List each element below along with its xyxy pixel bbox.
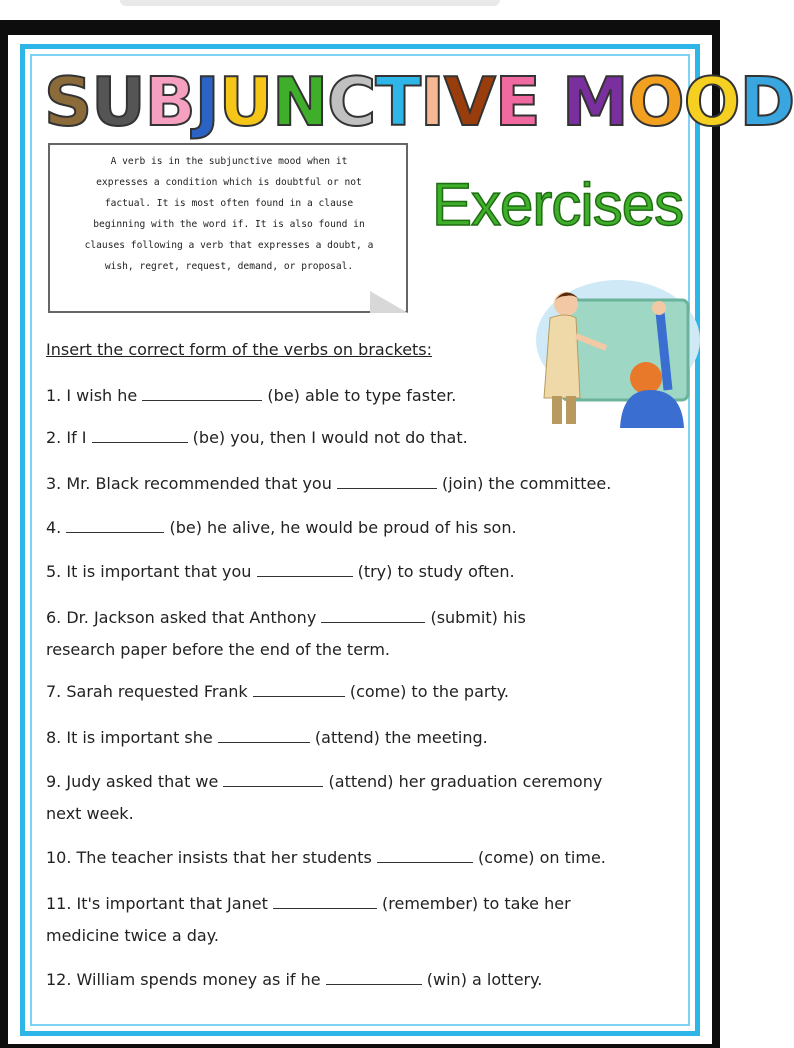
question-item	[46, 676, 694, 708]
question-item	[46, 602, 694, 666]
answer-blank[interactable]	[257, 560, 353, 577]
question-line	[46, 602, 694, 634]
title-letter: J	[194, 63, 219, 141]
answer-blank[interactable]	[218, 726, 310, 743]
question-text-after: (win) a lottery.	[421, 970, 543, 989]
question-line	[46, 556, 694, 588]
question-text-before: 12. William spends money as if he	[46, 970, 326, 989]
question-item	[46, 766, 694, 830]
answer-blank[interactable]	[326, 968, 422, 985]
definition-line: expresses a condition which is doubtful or not	[96, 177, 362, 188]
question-line	[46, 676, 694, 708]
answer-blank[interactable]	[253, 680, 345, 697]
question-continuation: research paper before the end of the term.	[46, 640, 391, 659]
top-pill	[120, 0, 500, 6]
definition-line: factual. It is most often found in a clause	[104, 198, 354, 209]
exercises-heading: Exercises	[432, 171, 684, 238]
question-line	[46, 468, 694, 500]
definition-line: wish, regret, request, demand, or proposal.	[104, 261, 354, 272]
question-text-after: (come) to the party.	[344, 682, 509, 701]
question-item	[46, 468, 694, 500]
question-text-after: (be) able to type faster.	[262, 386, 457, 405]
answer-blank[interactable]	[377, 846, 473, 863]
question-line	[46, 380, 694, 412]
question-text-after: (try) to study often.	[352, 562, 515, 581]
answer-blank[interactable]	[273, 892, 377, 909]
question-item	[46, 888, 694, 952]
question-text-before: 8. It is important she	[46, 728, 218, 747]
question-text-after: (remember) to take her	[376, 894, 571, 913]
question-text-after: (come) on time.	[472, 848, 606, 867]
question-text-before: 5. It is important that you	[46, 562, 257, 581]
question-line	[46, 888, 694, 920]
top-bar	[0, 0, 720, 20]
title-letter: I	[420, 63, 444, 141]
title-letter: M	[561, 63, 628, 141]
answer-blank[interactable]	[66, 516, 164, 533]
question-text-before: 4.	[46, 518, 67, 537]
question-item	[46, 512, 694, 544]
question-line	[46, 512, 694, 544]
title-letter: V	[443, 63, 495, 141]
title-letter: T	[375, 63, 421, 141]
answer-blank[interactable]	[321, 606, 425, 623]
title-letter: O	[683, 63, 740, 141]
question-text-after: (submit) his	[425, 608, 526, 627]
page-curl	[370, 291, 408, 313]
question-item	[46, 422, 694, 454]
definition-text	[64, 151, 394, 277]
question-item	[46, 722, 694, 754]
question-line	[46, 842, 694, 874]
instruction: Insert the correct form of the verbs on brackets:	[46, 340, 433, 359]
answer-blank[interactable]	[337, 472, 437, 489]
title-letter: S	[44, 63, 92, 141]
definition-line: beginning with the word if. It is also found in	[93, 219, 365, 230]
question-text-before: 9. Judy asked that we	[46, 772, 224, 791]
title-letter: E	[494, 63, 540, 141]
title-letter: O	[627, 63, 684, 141]
answer-blank[interactable]	[223, 770, 323, 787]
answer-blank[interactable]	[142, 384, 262, 401]
definition-box	[48, 143, 408, 313]
question-continuation: next week.	[46, 804, 134, 823]
definition-line: clauses following a verb that expresses a doubt, a	[84, 240, 374, 251]
question-text-before: 11. It's important that Janet	[46, 894, 273, 913]
question-text-after: (be) you, then I would not do that.	[187, 428, 468, 447]
question-text-after: (join) the committee.	[436, 474, 612, 493]
definition-line: A verb is in the subjunctive mood when it	[110, 156, 348, 167]
question-item	[46, 380, 694, 412]
question-text-before: 1. I wish he	[46, 386, 143, 405]
question-text-after: (attend) the meeting.	[309, 728, 488, 747]
title-letter	[540, 63, 562, 141]
question-text-before: 10. The teacher insists that her students	[46, 848, 377, 867]
question-item	[46, 556, 694, 588]
title-letter: U	[91, 63, 145, 141]
question-line	[46, 766, 694, 798]
question-line	[46, 422, 694, 454]
question-line	[46, 964, 694, 996]
worksheet-title	[44, 62, 794, 142]
question-text-before: 3. Mr. Black recommended that you	[46, 474, 337, 493]
title-letter: U	[218, 63, 273, 141]
question-item	[46, 964, 694, 996]
title-letter: D	[739, 63, 794, 141]
question-text-after: (attend) her graduation ceremony	[323, 772, 603, 791]
answer-blank[interactable]	[92, 426, 188, 443]
question-continuation: medicine twice a day.	[46, 926, 219, 945]
question-item	[46, 842, 694, 874]
question-text-before: 7. Sarah requested Frank	[46, 682, 253, 701]
question-text-before: 2. If I	[46, 428, 92, 447]
question-line	[46, 722, 694, 754]
title-letter: C	[327, 63, 376, 141]
question-text-before: 6. Dr. Jackson asked that Anthony	[46, 608, 322, 627]
title-letter: N	[272, 63, 328, 141]
title-letter: B	[144, 63, 195, 141]
question-text-after: (be) he alive, he would be proud of his son.	[164, 518, 517, 537]
